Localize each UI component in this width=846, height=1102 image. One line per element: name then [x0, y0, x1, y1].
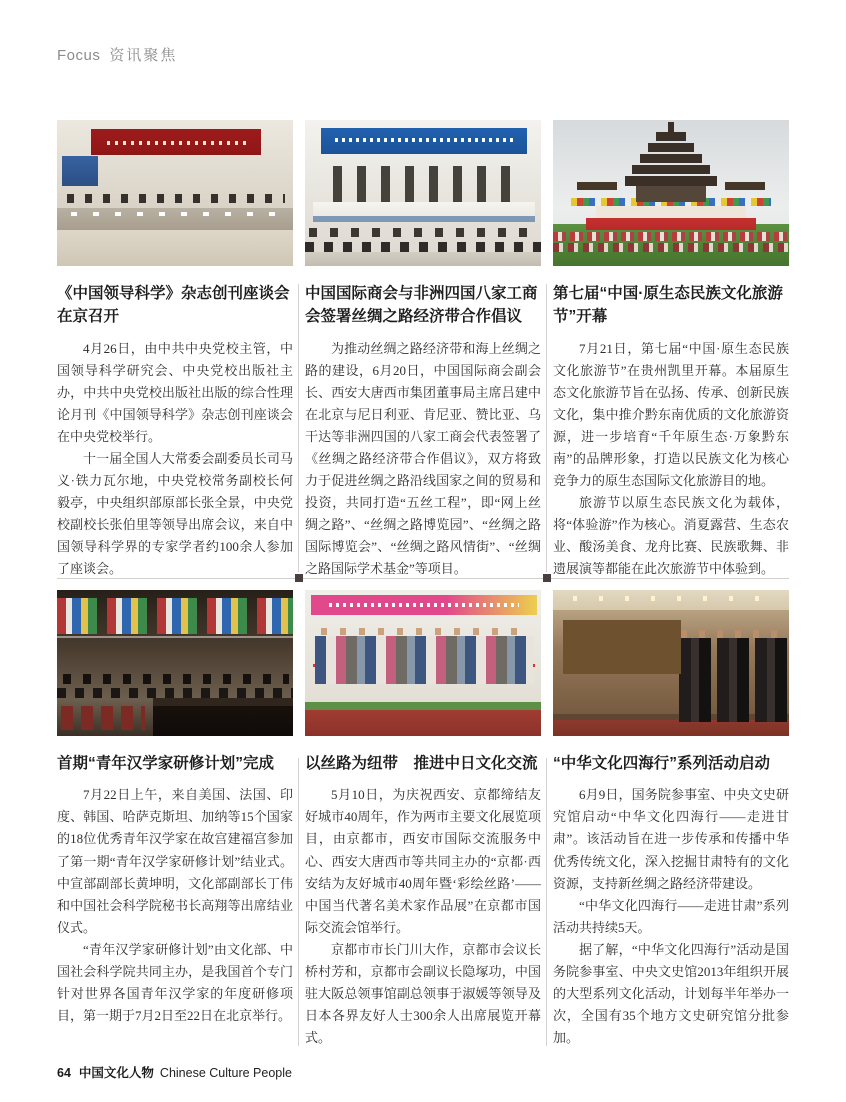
- separator-accent-square: [295, 574, 303, 582]
- article-3: [553, 120, 789, 581]
- article-paragraph: 6月9日，国务院参事室、中央文史研究馆启动“中华文化四海行——走进甘肃”。该活动旨在进一步传承和传播中华优秀传统文化，深入挖掘甘肃特有的文化资源，支持新丝绸之路经济带建设。: [553, 787, 789, 891]
- article-6-photo: [553, 590, 789, 736]
- article-3-photo: [553, 120, 789, 266]
- article-2-title: 中国国际商会与非洲四国八家工商会签署丝绸之路经济带合作倡议: [305, 285, 538, 326]
- article-paragraph: 十一届全国人大常委会副委员长司马义·铁力瓦尔地，中央党校常务副校长何毅亭，中央组织部原部长张全景，中央党校副校长张伯里等领导出席会议，来自中国领导科学界的专家学者约100余人参加了座谈会。: [57, 450, 293, 577]
- separator-accent-square: [543, 574, 551, 582]
- article-1-title: 《中国领导科学》杂志创刊座谈会在京召开: [57, 285, 290, 326]
- article-5: [305, 590, 541, 1049]
- article-5-photo: [305, 590, 541, 736]
- article-paragraph: 据了解，“中华文化四海行”活动是国务院参事室、中央文史馆2013年组织开展的大型系列文化活动，计划每半年举办一次，全国有35个地方文史研究馆分批参加。: [553, 941, 789, 1046]
- article-2: [305, 120, 541, 581]
- article-4-title: 首期“青年汉学家研修计划”完成: [57, 755, 275, 772]
- column-divider: [546, 284, 547, 572]
- magazine-title-en: Chinese Culture People: [159, 1066, 292, 1080]
- article-paragraph: “青年汉学家研修计划”由文化部、中国社会科学院共同主办，是我国首个专门针对世界各国青年汉学家的年度研修项目，第一期于7月2日至22日在北京举行。: [57, 941, 293, 1024]
- article-4-body: [57, 784, 293, 1027]
- articles-row-top: [57, 120, 789, 581]
- article-6-title: “中华文化四海行”系列活动启动: [553, 755, 771, 772]
- article-paragraph: 4月26日，由中共中央党校主管，中国领导科学研究会、中央党校出版社主办，中共中央党校出版社出版的综合性理论月刊《中国领导科学》杂志创刊座谈会在中央党校举行。: [57, 340, 293, 444]
- section-header-en: Focus: [57, 47, 101, 64]
- article-paragraph: 7月22日上午，来自美国、法国、印度、韩国、哈萨克斯坦、加纳等15个国家的18位优秀青年汉学家在故宫建福宫参加了第一期“青年汉学家研修计划”结业式。中宣部副部长黄坤明，文化部副部长丁伟和中国社会科学院秘书长高翔等出席结业仪式。: [57, 787, 293, 935]
- column-divider: [298, 284, 299, 572]
- article-paragraph: “中华文化四海行——走进甘肃”系列活动共持续5天。: [553, 897, 789, 935]
- article-2-photo: [305, 120, 541, 266]
- article-paragraph: 旅游节以原生态民族文化为载体，将“体验游”作为核心。消夏露营、生态农业、酸汤美食、龙舟比赛、民族歌舞、非遗展演等都能在此次旅游节中体验到。: [553, 495, 789, 577]
- article-1-photo: [57, 120, 293, 266]
- page-footer: [57, 1063, 292, 1081]
- section-header-cn: 资讯聚焦: [109, 47, 178, 64]
- row-separator-line: [57, 578, 789, 579]
- article-5-title: 以丝路为纽带 推进中日文化交流: [305, 755, 538, 772]
- article-paragraph: 京都市市长门川大作，京都市会议长桥村芳和，京都市会副议长隐塚功，中国驻大阪总领事馆副总领事于淑媛等领导及日本各界友好人士300余人出席展览开幕式。: [305, 941, 541, 1046]
- article-2-body: [305, 338, 541, 581]
- magazine-title-cn: 中国文化人物: [78, 1066, 154, 1080]
- article-paragraph: 5月10日，为庆祝西安、京都缔结友好城市40周年，作为两市主要文化展览项目，由京都市，西安市国际交流服务中心、西安大唐西市等共同主办的“京都·西安结为友好城市40周年暨‘彩绘丝路’——中国当代著名美术家作品展”在京都市国际交流会馆举行。: [305, 787, 541, 935]
- article-6-body: [553, 784, 789, 1049]
- article-paragraph: 为推动丝绸之路经济带和海上丝绸之路的建设，6月20日，中国国际商会副会长、西安大唐西市集团董事局主席吕建中在北京与尼日利亚、肯尼亚、赞比亚、乌干达等非洲四国的八家工商会代表签署了《丝绸之路经济带合作倡议》，双方将致力于促进丝绸之路沿线国家之间的贸易和投资，共同打造“五丝工程”，即“网上丝绸之路”、“丝绸之路博览园”、“丝绸之路国际博览会”、“丝绸之路风情街”、“丝绸之路国际学术基金”等项目。: [305, 340, 541, 577]
- article-5-body: [305, 784, 541, 1049]
- articles-row-bottom: [57, 590, 789, 1049]
- article-1: [57, 120, 293, 581]
- section-header: [57, 44, 177, 65]
- page-number: 64: [57, 1066, 71, 1080]
- article-3-body: [553, 338, 789, 581]
- article-3-title: 第七届“中国·原生态民族文化旅游节”开幕: [553, 285, 783, 326]
- article-6: [553, 590, 789, 1049]
- article-paragraph: 7月21日，第七届“中国·原生态民族文化旅游节”在贵州凯里开幕。本届原生态文化旅游节旨在弘扬、传承、创新民族文化，集中推介黔东南优质的文化旅游资源，进一步培育“千年原生态·万象黔东南”的品牌形象，打造以民族文化为核心竞争力的原生态国际文化旅游目的地。: [553, 340, 789, 489]
- article-4: [57, 590, 293, 1049]
- article-1-body: [57, 338, 293, 581]
- article-4-photo: [57, 590, 293, 736]
